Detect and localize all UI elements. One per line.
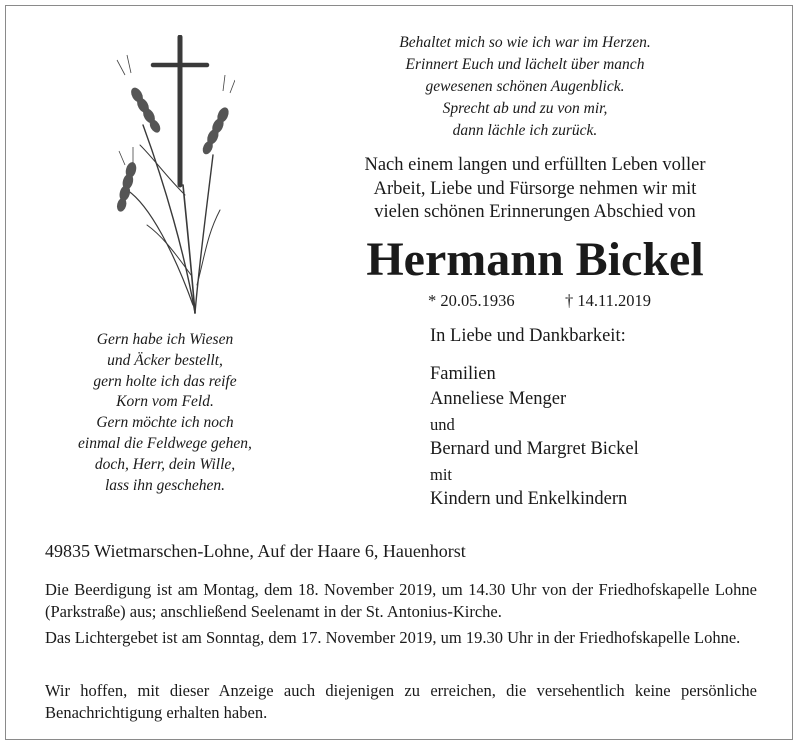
poem-left-line: einmal die Feldwege gehen, bbox=[78, 434, 252, 452]
poem-top bbox=[340, 32, 710, 142]
family-line: Familien bbox=[430, 364, 496, 384]
poem-left-line: gern holte ich das reife bbox=[93, 372, 237, 390]
poem-top-line: gewesenen schönen Augenblick. bbox=[425, 78, 625, 95]
poem-left-line: Gern habe ich Wiesen bbox=[96, 331, 234, 348]
family-line: und bbox=[430, 415, 455, 434]
poem-left-line: Korn vom Feld. bbox=[116, 393, 214, 411]
family-line: Kindern und Enkelkindern bbox=[430, 489, 628, 509]
intro-line: Nach einem langen und erfüllten Leben voller bbox=[364, 155, 706, 175]
deceased-name: Hermann Bickel bbox=[366, 233, 704, 286]
death-date: † 14.11.2019 bbox=[565, 291, 652, 310]
cross-with-wheat-icon bbox=[95, 35, 235, 320]
birth-date: * 20.05.1936 bbox=[428, 291, 515, 310]
prayer-info: Das Lichtergebet ist am Sonntag, dem 17. November 2019, um 19.30 Uhr in der Friedhofskapelle Lohne. bbox=[45, 628, 741, 647]
closing-note: Wir hoffen, mit dieser Anzeige auch diejenigen zu erreichen, die versehentlich keine persönliche Benachrichtigung erhalten haben. bbox=[45, 681, 757, 722]
poem-left-line: doch, Herr, dein Wille, bbox=[94, 455, 236, 473]
poem-top-line: Sprecht ab und zu von mir, bbox=[442, 100, 608, 117]
intro-line: vielen schönen Erinnerungen Abschied von bbox=[374, 202, 696, 222]
funeral-info: Die Beerdigung ist am Montag, dem 18. November 2019, um 14.30 Uhr von der Friedhofskapelle Lohne (Parkstraße) aus; anschließend Seelenamt in der St. Antonius-Kirche. bbox=[45, 580, 757, 621]
poem-left-line: und Äcker bestellt, bbox=[107, 351, 223, 369]
family-list bbox=[430, 362, 639, 512]
poem-top-line: Erinnert Euch und lächelt über manch bbox=[405, 56, 645, 73]
family-line: Anneliese Menger bbox=[430, 389, 567, 409]
poem-top-line: dann lächle ich zurück. bbox=[452, 122, 598, 139]
family-line: mit bbox=[430, 465, 453, 484]
intro-text bbox=[325, 154, 745, 225]
intro-line: Arbeit, Liebe und Fürsorge nehmen wir mit bbox=[373, 178, 697, 199]
thanks-line: In Liebe und Dankbarkeit: bbox=[430, 326, 626, 346]
poem-left-line: Gern möchte ich noch bbox=[96, 414, 234, 432]
poem-left bbox=[40, 330, 290, 496]
family-line: Bernard und Margret Bickel bbox=[430, 439, 639, 459]
poem-top-line: Behaltet mich so wie ich war im Herzen. bbox=[399, 34, 651, 51]
address: 49835 Wietmarschen-Lohne, Auf der Haare 6, Hauenhorst bbox=[45, 541, 466, 561]
poem-left-line: lass ihn geschehen. bbox=[104, 476, 226, 494]
